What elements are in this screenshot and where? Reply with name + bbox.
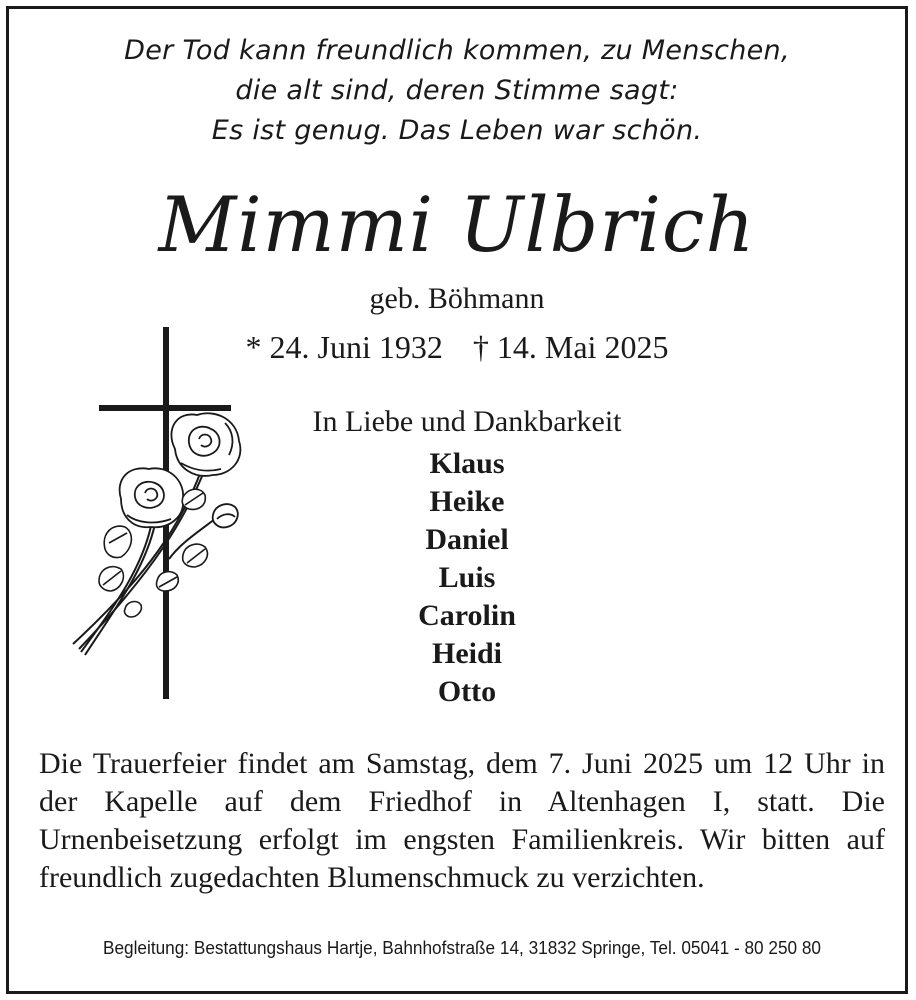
mourner-name: Luis [438,561,496,594]
poem [9,31,905,151]
ceremony-paragraph: Die Trauerfeier findet am Samstag, dem 7. Juni 2025 um 12 Uhr in der Kapelle auf dem Friedhof in Altenhagen I, statt. Die Urnenbeisetzung erfolgt im engsten Familienkreis. Wir bitten auf freundlich zugedachten Blumenschmuck zu verzichten. [39,747,885,894]
dedication-line: In Liebe und Dankbarkeit [312,405,622,438]
funeral-home-footer: Begleitung: Bestattungshaus Hartje, Bahnhofstraße 14, 31832 Springe, Tel. 05041 - 80 250 80 [102,937,822,958]
death-date: † 14. Mai 2025 [472,329,669,365]
obituary-notice [6,6,908,994]
mourner-name: Otto [437,675,497,708]
birth-date: * 24. Juni 1932 [245,329,443,365]
mourner-name: Daniel [425,523,509,556]
deceased-name: Mimmi Ulbrich [158,180,756,269]
poem-line: Der Tod kann freundlich kommen, zu Menschen, [124,35,790,66]
mourner-name: Carolin [418,599,516,632]
poem-line: die alt sind, deren Stimme sagt: [235,75,679,106]
mourners-list [209,445,725,711]
maiden-name: geb. Böhmann [369,282,545,315]
mourner-name: Heike [429,485,505,518]
mourner-name: Heidi [431,637,502,670]
ceremony-text [39,745,885,897]
poem-line: Es ist genug. Das Leben war schön. [211,115,703,146]
mourner-name: Klaus [429,447,505,480]
